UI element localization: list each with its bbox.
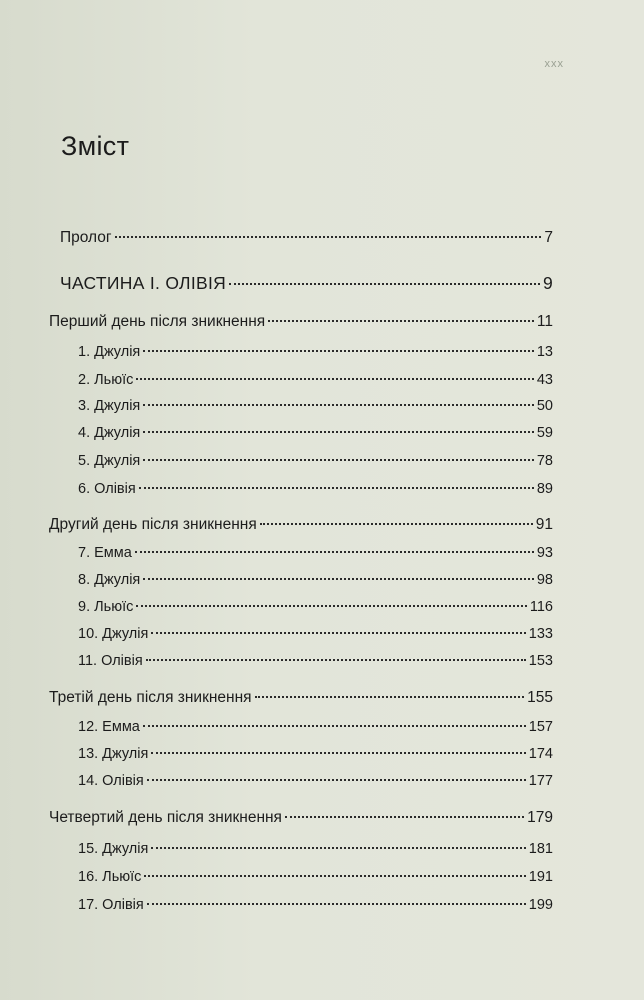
toc-entry-label: 16. Льюїс xyxy=(78,869,142,885)
toc-entry-page-number: 157 xyxy=(528,719,553,735)
toc-entry-label: 11. Олівія xyxy=(78,653,143,669)
toc-entry-page-number: 181 xyxy=(528,841,553,857)
dot-leader xyxy=(115,236,542,238)
dot-leader xyxy=(151,632,525,634)
toc-entry-page-number: 78 xyxy=(536,453,553,469)
toc-chapter-entry xyxy=(78,398,553,414)
toc-entry-page-number: 11 xyxy=(536,313,553,330)
toc-chapter-entry xyxy=(78,453,553,469)
toc-entry-page-number: 50 xyxy=(536,398,553,414)
toc-entry-label: 1. Джулія xyxy=(78,344,141,360)
toc-chapter-entry xyxy=(78,653,553,669)
toc-entry-label: ЧАСТИНА І. ОЛІВІЯ xyxy=(60,273,227,293)
toc-entry-label: 6. Олівія xyxy=(78,481,136,497)
toc-entry-page-number: 91 xyxy=(535,516,553,533)
toc-chapter-entry xyxy=(78,746,553,762)
toc-chapter-entry xyxy=(78,572,553,588)
dot-leader xyxy=(255,696,525,698)
toc-entry-label: 12. Емма xyxy=(78,719,140,735)
toc-entry-label: 14. Олівія xyxy=(78,773,144,789)
toc-entry-page-number: 7 xyxy=(544,229,553,246)
dot-leader xyxy=(147,779,526,781)
dot-leader xyxy=(260,523,533,525)
toc-entry-label: 2. Льюїс xyxy=(78,372,134,388)
dot-leader xyxy=(143,431,534,433)
toc-chapter-entry xyxy=(78,599,553,615)
toc-entry-label: Перший день після зникнення xyxy=(49,313,266,330)
toc-entry-page-number: 98 xyxy=(536,572,553,588)
dot-leader xyxy=(147,903,526,905)
toc-chapter-entry xyxy=(78,897,553,913)
toc-entry-page-number: 191 xyxy=(528,869,553,885)
toc-entry-page-number: 155 xyxy=(527,689,553,706)
dot-leader xyxy=(146,659,526,661)
toc-entry-page-number: 116 xyxy=(529,599,553,615)
dot-leader xyxy=(151,752,525,754)
dot-leader xyxy=(143,725,526,727)
dot-leader xyxy=(143,459,534,461)
toc-section-entry xyxy=(49,689,553,707)
toc-entry-label: 15. Джулія xyxy=(78,841,149,857)
toc-entry-label: 10. Джулія xyxy=(78,626,149,642)
toc-chapter-entry xyxy=(78,626,553,642)
toc-section-entry xyxy=(49,516,553,534)
toc-entry-page-number: 133 xyxy=(528,626,553,642)
dot-leader xyxy=(143,578,534,580)
dot-leader xyxy=(135,551,534,553)
dot-leader xyxy=(136,378,534,380)
toc-entry-page-number: 59 xyxy=(536,425,553,441)
toc-entry-label: 7. Емма xyxy=(78,545,132,561)
toc-entry-page-number: 199 xyxy=(528,897,553,913)
toc-entry-page-number: 93 xyxy=(536,545,553,561)
toc-entry-label: 5. Джулія xyxy=(78,453,141,469)
dot-leader xyxy=(151,847,525,849)
dot-leader xyxy=(285,816,524,818)
toc-entry-label: 9. Льюїс xyxy=(78,599,134,615)
toc-entry-page-number: 13 xyxy=(536,344,553,360)
toc-chapter-entry xyxy=(78,869,553,885)
dot-leader xyxy=(268,320,534,322)
toc-entry-page-number: 153 xyxy=(528,653,553,669)
dot-leader xyxy=(136,605,527,607)
toc-chapter-entry xyxy=(78,481,553,497)
dot-leader xyxy=(229,283,540,285)
toc-chapter-entry xyxy=(78,344,553,360)
toc-chapter-entry xyxy=(78,545,553,561)
toc-entry-page-number: 177 xyxy=(528,773,553,789)
dot-leader xyxy=(144,875,525,877)
toc-entry-page-number: 179 xyxy=(527,809,553,826)
toc-entry-label: Пролог xyxy=(60,229,112,246)
dot-leader xyxy=(143,350,534,352)
page-title: Зміст xyxy=(61,131,130,162)
toc-entry-page-number: 9 xyxy=(542,273,553,293)
toc-chapter-entry xyxy=(78,841,553,857)
toc-entry-page-number: 89 xyxy=(536,481,553,497)
toc-entry-label: Четвертий день після зникнення xyxy=(49,809,282,826)
faint-page-number: xxx xyxy=(544,58,564,70)
toc-part-entry xyxy=(60,273,553,294)
toc-chapter-entry xyxy=(78,425,553,441)
dot-leader xyxy=(143,404,534,406)
toc-entry-label: Другий день після зникнення xyxy=(49,516,257,533)
dot-leader xyxy=(139,487,534,489)
toc-entry-label: 4. Джулія xyxy=(78,425,141,441)
toc-chapter-entry xyxy=(78,773,553,789)
toc-entry-label: 3. Джулія xyxy=(78,398,141,414)
toc-chapter-entry xyxy=(78,719,553,735)
toc-entry-label: 8. Джулія xyxy=(78,572,141,588)
toc-entry-label: 17. Олівія xyxy=(78,897,144,913)
toc-entry-page-number: 43 xyxy=(536,372,553,388)
toc-chapter-entry xyxy=(78,372,553,388)
toc-entry-page-number: 174 xyxy=(528,746,553,762)
toc-section-entry xyxy=(49,809,553,827)
toc-entry-label: Третій день після зникнення xyxy=(49,689,252,706)
toc-entry-label: 13. Джулія xyxy=(78,746,149,762)
toc-section-entry xyxy=(60,229,553,247)
toc-section-entry xyxy=(49,313,553,331)
